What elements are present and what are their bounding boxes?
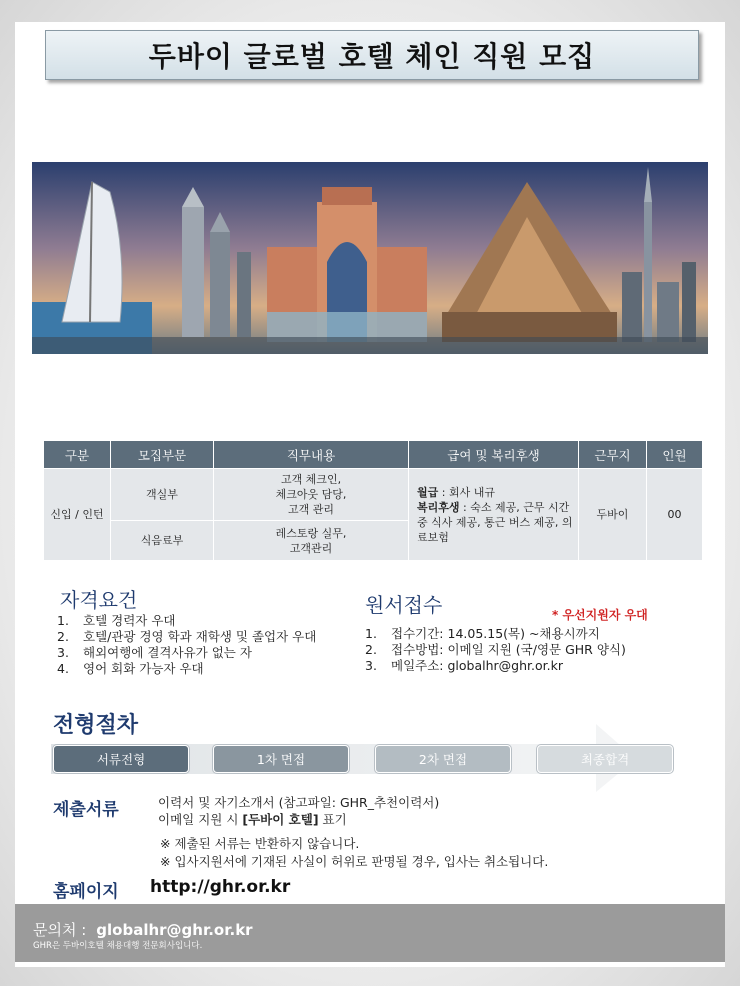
documents-text xyxy=(158,794,439,828)
list-item: 2. 접수방법: 이메일 지원 (국/영문 GHR 양식) xyxy=(365,642,626,657)
application-heading: 원서접수 xyxy=(365,593,443,617)
welfare-value: : 숙소 제공, 근무 시간 중 식사 제공, 통근 버스 제공, 의료보험 xyxy=(417,500,573,544)
header-headcount: 인원 xyxy=(647,441,703,469)
duty-line: 고객관리 xyxy=(289,541,333,555)
table-header-row xyxy=(44,441,703,469)
footer xyxy=(15,904,725,962)
title-banner xyxy=(45,30,699,80)
salary-line xyxy=(417,485,575,500)
step-final-pass: 최종합격 xyxy=(537,745,673,773)
note-line: ※ 입사지원서에 기재된 사실이 허위로 판명될 경우, 입사는 취소됩니다. xyxy=(160,854,549,869)
cell-duty-fnb xyxy=(214,521,409,561)
duty-line: 고객 체크인, xyxy=(280,473,342,486)
header-location: 근무지 xyxy=(579,441,647,469)
documents-line1: 이력서 및 자기소개서 (참고파일: GHR_추천이력서) xyxy=(158,795,440,810)
documents-notes xyxy=(160,835,548,871)
list-item: 1. 접수기간: 14.05.15(목) ~채용시까지 xyxy=(365,626,600,641)
list-item: 4. 영어 회화 가능자 우대 xyxy=(57,661,204,676)
step-document-screening: 서류전형 xyxy=(53,745,189,773)
cell-headcount: 00 xyxy=(647,469,703,561)
contact-label: 문의처 : xyxy=(33,921,87,939)
salary-label: 월급 xyxy=(417,485,439,499)
category-text: 신입 / 인턴 xyxy=(50,508,104,521)
duty-line: 고객 관리 xyxy=(287,503,334,516)
application-list xyxy=(365,626,705,674)
welfare-label: 복리후생 xyxy=(417,500,460,514)
cell-location: 두바이 xyxy=(579,469,647,561)
cell-benefits xyxy=(409,469,579,561)
email-subject-tag: [두바이 호텔] xyxy=(242,812,319,827)
welfare-line xyxy=(417,500,575,545)
documents-label: 제출서류 xyxy=(53,800,119,820)
header-category: 구분 xyxy=(44,441,111,469)
qualifications-heading: 자격요건 xyxy=(60,588,138,612)
contact-email-link[interactable]: globalhr@ghr.or.kr xyxy=(96,921,253,939)
poster-page xyxy=(15,22,725,967)
list-item: 3. 해외여행에 결격사유가 없는 자 xyxy=(57,645,252,660)
duty-line: 레스토랑 실무, xyxy=(275,526,347,540)
duty-line: 체크아웃 담당, xyxy=(275,488,347,501)
header-department: 모집부문 xyxy=(111,441,214,469)
footer-contact xyxy=(33,919,253,940)
header-benefits: 급여 및 복리후생 xyxy=(409,441,579,469)
homepage-link[interactable]: http://ghr.or.kr xyxy=(150,877,291,897)
table-row xyxy=(44,469,703,521)
step-first-interview: 1차 면접 xyxy=(213,745,349,773)
salary-value: : 회사 내규 xyxy=(438,485,495,499)
list-item: 3. 메일주소: globalhr@ghr.or.kr xyxy=(365,658,563,673)
hotel-banner-image xyxy=(32,162,708,354)
note-line: ※ 제출된 서류는 반환하지 않습니다. xyxy=(160,836,360,851)
step-second-interview: 2차 면접 xyxy=(375,745,511,773)
cell-duty-rooms xyxy=(214,469,409,521)
process-heading: 전형절차 xyxy=(53,713,139,738)
cell-dept-rooms: 객실부 xyxy=(111,469,214,521)
process-steps xyxy=(51,722,691,792)
documents-line2: 이메일 지원 시 [두바이 호텔] 표기 xyxy=(158,812,347,827)
priority-note: * 우선지원자 우대 xyxy=(552,608,648,622)
header-duties: 직무내용 xyxy=(214,441,409,469)
list-item: 2. 호텔/관광 경영 학과 재학생 및 졸업자 우대 xyxy=(57,629,317,644)
qualifications-list xyxy=(57,613,337,677)
cell-category xyxy=(44,469,111,561)
page-title: 두바이 글로벌 호텔 체인 직원 모집 xyxy=(148,40,596,73)
job-table xyxy=(43,440,703,561)
cell-dept-fnb: 식음료부 xyxy=(111,521,214,561)
hotel-skyline-illustration xyxy=(32,162,708,354)
list-item: 1. 호텔 경력자 우대 xyxy=(57,613,176,628)
footer-company-note: GHR은 두바이호텔 채용대행 전문회사입니다. xyxy=(33,941,203,951)
homepage-label: 홈페이지 xyxy=(53,882,119,902)
